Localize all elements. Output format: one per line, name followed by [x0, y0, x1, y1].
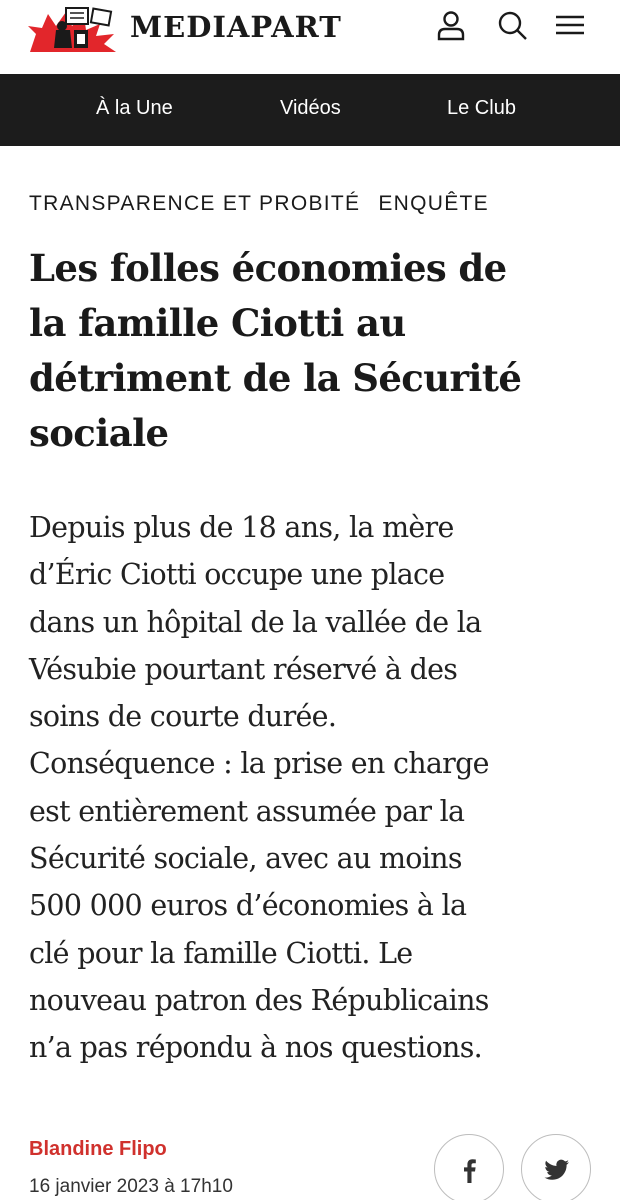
lede-line: dans un hôpital de la vallée de la — [29, 605, 482, 639]
nav-item-videos[interactable]: Vidéos — [280, 97, 341, 119]
share-twitter-button[interactable] — [521, 1134, 591, 1200]
author-link[interactable]: Blandine Flipo — [29, 1138, 167, 1160]
title-line: détriment de la Sécurité — [29, 356, 522, 400]
mediapart-logo-icon[interactable] — [26, 4, 118, 54]
lede-line: soins de courte durée. — [29, 700, 337, 734]
tag-enquete[interactable]: ENQUÊTE — [378, 192, 489, 215]
title-line: Les folles économies de — [29, 246, 507, 290]
share-facebook-button[interactable] — [434, 1134, 504, 1200]
publish-date: 16 janvier 2023 à 17h10 — [29, 1176, 233, 1197]
main-nav — [0, 74, 620, 146]
article-title — [29, 241, 599, 461]
lede-line: clé pour la famille Ciotti. Le — [29, 936, 413, 970]
tag-transparence[interactable]: TRANSPARENCE ET PROBITÉ — [29, 192, 361, 215]
nav-item-le-club[interactable]: Le Club — [447, 97, 516, 119]
lede-line: d’Éric Ciotti occupe une place — [29, 558, 445, 592]
top-header — [0, 0, 620, 74]
menu-icon[interactable] — [553, 8, 587, 42]
lede-line: Vésubie pourtant réservé à des — [29, 652, 458, 686]
article-lede — [29, 504, 599, 1072]
lede-line: Sécurité sociale, avec au moins — [29, 842, 462, 876]
article-tags — [29, 192, 507, 216]
lede-line: 500 000 euros d’économies à la — [29, 889, 467, 923]
search-icon[interactable] — [495, 8, 529, 42]
facebook-icon — [457, 1157, 483, 1183]
twitter-icon — [544, 1157, 570, 1183]
lede-line: nouveau patron des Républicains — [29, 983, 489, 1017]
title-line: la famille Ciotti au — [29, 301, 406, 345]
lede-line: Conséquence : la prise en charge — [29, 747, 489, 781]
lede-line: Depuis plus de 18 ans, la mère — [29, 511, 454, 544]
lede-line: n’a pas répondu à nos questions. — [29, 1031, 482, 1065]
nav-item-a-la-une[interactable]: À la Une — [96, 97, 173, 119]
title-line: sociale — [29, 411, 169, 455]
lede-line: est entièrement assumée par la — [29, 794, 465, 828]
brand-name[interactable]: MEDIAPART — [130, 10, 342, 44]
user-icon[interactable] — [434, 8, 468, 42]
